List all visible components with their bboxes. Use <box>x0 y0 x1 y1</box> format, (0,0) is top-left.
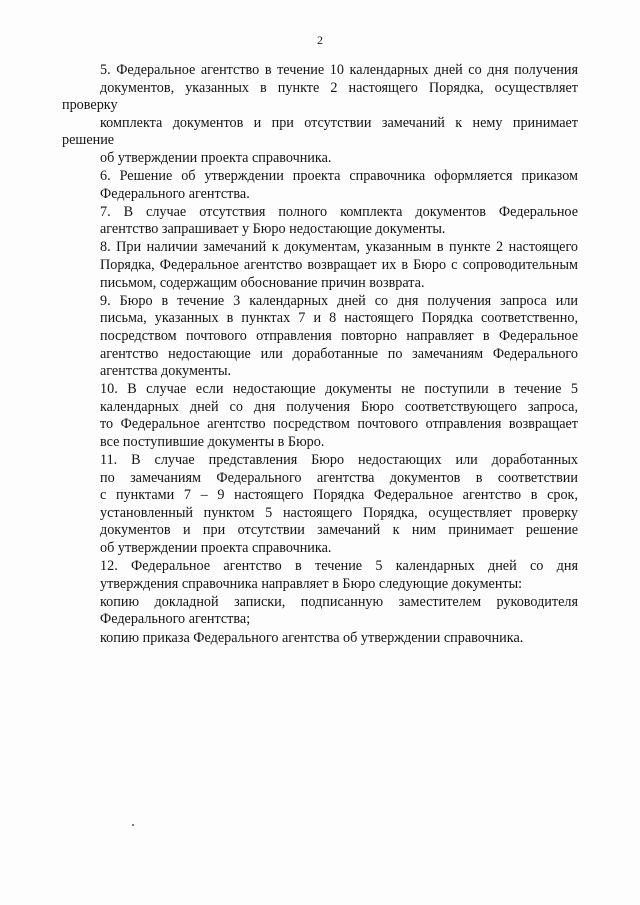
scan-speck <box>132 824 134 826</box>
paragraph-10 <box>62 381 578 451</box>
document-body <box>62 62 578 648</box>
paragraph-5 <box>62 62 578 168</box>
paragraph-line: Федерального агентства; <box>100 611 251 628</box>
paragraph-line: календарных дней со дня получения Бюро соответствующего запроса, <box>100 398 578 415</box>
paragraph-9 <box>62 293 578 381</box>
paragraph-line: Федерального агентства. <box>100 185 250 202</box>
paragraph-11 <box>62 452 578 558</box>
paragraph-12-item-2 <box>62 630 578 648</box>
paragraph-line: агентство запрашивает у Бюро недостающие документы. <box>100 221 446 238</box>
paragraph-line: 8. При наличии замечаний к документам, указанным в пункте 2 настоящего <box>100 239 578 256</box>
paragraph-line: 12. Федеральное агентство в течение 5 календарных дней со дня <box>100 558 578 575</box>
paragraph-line: об утверждении проекта справочника. <box>100 149 332 166</box>
paragraph-line: посредством почтового отправления повторно направляет в Федеральное <box>100 327 578 344</box>
paragraph-line: 7. В случае отсутствия полного комплекта документов Федеральное <box>100 203 578 220</box>
paragraph-line: Порядка, Федеральное агентство возвращает их в Бюро с сопроводительным <box>100 257 578 274</box>
paragraph-7 <box>62 204 578 239</box>
paragraph-line: то Федеральное агентство посредством почтового отправления возвращает <box>100 416 578 433</box>
paragraph-line: установленный пунктом 5 настоящего Порядка, осуществляет проверку <box>100 504 578 521</box>
paragraph-line: все поступившие документы в Бюро. <box>100 433 325 450</box>
paragraph-line: копию докладной записки, подписанную заместителем руководителя <box>100 593 578 610</box>
paragraph-line: по замечаниям Федерального агентства документов в соответствии <box>100 469 578 486</box>
paragraph-line: письмом, содержащим обоснование причин возврата. <box>100 274 425 291</box>
paragraph-line: 5. Федеральное агентство в течение 10 календарных дней со дня получения <box>100 62 578 78</box>
paragraph-line: агентства документы. <box>100 363 232 380</box>
paragraph-line: письма, указанных в пунктах 7 и 8 настоящего Порядка соответственно, <box>100 310 578 327</box>
paragraph-8 <box>62 239 578 292</box>
paragraph-12 <box>62 558 578 593</box>
paragraph-12-item-1 <box>62 594 578 629</box>
paragraph-line: об утверждении проекта справочника. <box>100 540 332 557</box>
paragraph-line: копию приказа Федерального агентства об утверждении справочника. <box>100 629 524 646</box>
paragraph-line: с пунктами 7 – 9 настоящего Порядка Федеральное агентство в срок, <box>100 487 578 504</box>
paragraph-line: 6. Решение об утверждении проекта справочника оформляется приказом <box>100 168 578 185</box>
paragraph-line: 9. Бюро в течение 3 календарных дней со дня получения запроса или <box>100 292 578 309</box>
paragraph-6 <box>62 168 578 203</box>
paragraph-line: комплекта документов и при отсутствии замечаний к нему принимает решение <box>62 114 578 149</box>
paragraph-line: утверждения справочника направляет в Бюро следующие документы: <box>100 575 523 592</box>
page-number: 2 <box>317 33 323 47</box>
paragraph-line: документов и при отсутствии замечаний к ним принимает решение <box>100 522 578 539</box>
paragraph-line: 11. В случае представления Бюро недостающих или доработанных <box>100 452 578 469</box>
paragraph-line: агентство недостающие или доработанные по замечаниям Федерального <box>100 345 578 362</box>
paragraph-line: документов, указанных в пункте 2 настоящего Порядка, осуществляет проверку <box>62 79 578 114</box>
paragraph-line: 10. В случае если недостающие документы не поступили в течение 5 <box>100 381 578 398</box>
